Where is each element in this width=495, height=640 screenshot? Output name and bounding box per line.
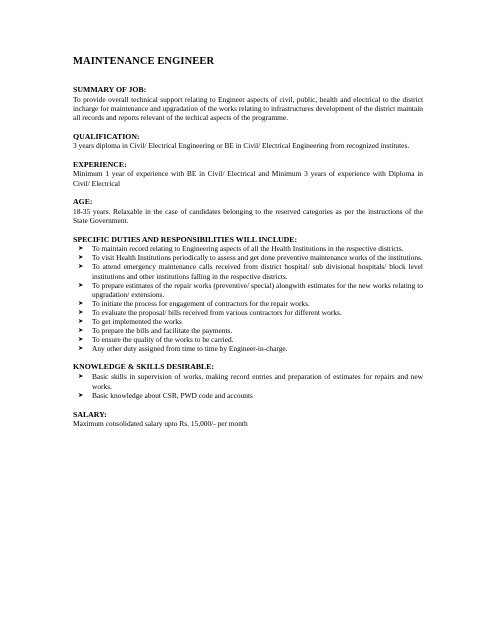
duties-section <box>73 235 423 354</box>
list-item <box>73 335 423 344</box>
skills-list <box>73 372 423 401</box>
list-item-text: To get implemented the works <box>92 316 182 326</box>
list-item-text: To attend emergency maintenance calls received from district hospital/ sub divisional hospitals/ block level institutions and other institutions falling in the respective districts. <box>92 262 423 281</box>
list-item <box>73 299 423 308</box>
summary-section <box>73 85 423 123</box>
arrowhead-bullet-icon: ➤ <box>78 298 84 307</box>
summary-text: To provide overall technical support relating to Engineer aspects of civil, public, health and electrical to the district incharge for maintenance and upgradation of the works relating to infrastructures development of the district maintain all records and reports relevant of the techical aspects of the programme. <box>73 94 423 123</box>
list-item-text: To maintain record relating to Engineering aspects of all the Health Institutions in the respective districts. <box>92 244 404 254</box>
salary-text: Maximum consolidated salary upto Rs. 15,000/- per month <box>73 419 248 429</box>
age-heading: AGE: <box>73 197 93 207</box>
arrowhead-bullet-icon: ➤ <box>78 371 84 380</box>
document-page <box>73 56 423 438</box>
experience-section <box>73 160 423 188</box>
arrowhead-bullet-icon: ➤ <box>78 280 84 289</box>
experience-heading: EXPERIENCE: <box>73 159 127 169</box>
list-item <box>73 317 423 326</box>
list-item <box>73 372 423 391</box>
list-item-text: To evaluate the proposal/ bills received from various contractors for different works. <box>92 307 342 317</box>
skills-heading: KNOWLEDGE & SKILLS DESIRABLE: <box>73 362 215 372</box>
list-item <box>73 344 423 353</box>
list-item <box>73 253 423 262</box>
list-item-text: To ensure the quality of the works to be carried. <box>92 335 234 345</box>
list-item-text: To initiate the process for engagement of contractors for the repair works. <box>92 298 310 308</box>
list-item-text: Any other duty assigned from time to time by Engineer-in-charge. <box>92 344 288 354</box>
list-item <box>73 308 423 317</box>
duties-heading: SPECIFIC DUTIES AND RESPONSIBILITIES WILL INCLUDE: <box>73 234 298 244</box>
document-title: MAINTENANCE ENGINEER <box>73 56 215 67</box>
arrowhead-bullet-icon: ➤ <box>78 262 84 271</box>
arrowhead-bullet-icon: ➤ <box>78 316 84 325</box>
qualification-heading: QUALIFICATION: <box>73 131 140 141</box>
list-item <box>73 262 423 280</box>
salary-section <box>73 410 423 429</box>
list-item-text: To visit Health Institutions periodically to assess and get done preventive maintenance works of the institutions. <box>92 253 423 263</box>
salary-heading: SALARY: <box>73 409 107 419</box>
list-item-text: To prepare estimates of the repair works (preventive/ special) alongwith estimates for the new works relating to upgradation/ extensions. <box>92 280 423 299</box>
arrowhead-bullet-icon: ➤ <box>78 244 84 253</box>
arrowhead-bullet-icon: ➤ <box>78 335 84 344</box>
skills-section <box>73 362 423 400</box>
age-text: 18-35 years. Relaxable in the case of candidates belonging to the reserved categories as per the instructions of the State Government. <box>73 206 423 226</box>
qualification-section <box>73 132 423 151</box>
list-item <box>73 281 423 299</box>
qualification-text: 3 years diploma in Civil/ Electrical Engineering or BE in Civil/ Electrical Engineering from recognized institutes. <box>73 141 410 151</box>
list-item <box>73 244 423 253</box>
age-section <box>73 197 423 225</box>
list-item <box>73 391 423 401</box>
list-item-text: To prepare the bills and facilitate the payments. <box>92 326 233 336</box>
duties-list <box>73 244 423 353</box>
summary-heading: SUMMARY OF JOB: <box>73 85 147 94</box>
arrowhead-bullet-icon: ➤ <box>78 253 84 262</box>
list-item-text: Basic skills in supervision of works, making record entries and preparation of estimates for repairs and new works. <box>92 371 423 391</box>
list-item-text: Basic knowledge about CSR, PWD code and accounts <box>92 391 253 401</box>
arrowhead-bullet-icon: ➤ <box>78 344 84 353</box>
experience-text: Minimum 1 year of experience with BE in Civil/ Electrical and Minimum 3 years of experience with Diploma in Civil/ Electrical <box>73 169 423 188</box>
arrowhead-bullet-icon: ➤ <box>78 391 84 400</box>
arrowhead-bullet-icon: ➤ <box>78 307 84 316</box>
arrowhead-bullet-icon: ➤ <box>78 326 84 335</box>
list-item <box>73 326 423 335</box>
